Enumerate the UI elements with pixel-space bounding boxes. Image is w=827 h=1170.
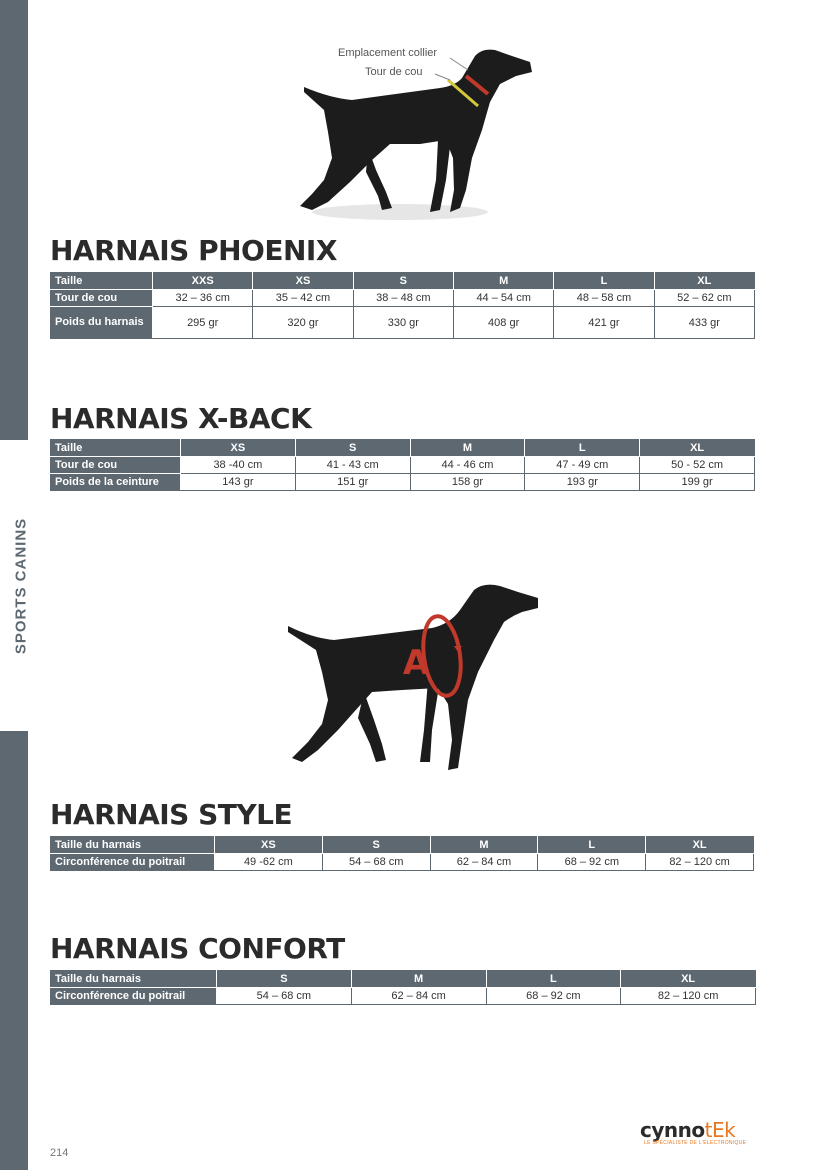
size-cell: XXS (153, 273, 253, 290)
value-cell: 143 gr (181, 474, 296, 491)
chest-badge: A (402, 643, 430, 683)
table-row (51, 290, 755, 307)
value-cell: 68 – 92 cm (486, 988, 621, 1005)
table-row (51, 307, 755, 339)
phoenix-title: HARNAIS PHOENIX (50, 234, 337, 267)
size-cell: XL (654, 273, 754, 290)
value-cell: 158 gr (410, 474, 525, 491)
logo-tagline: LE SPÉCIALISTE DE L'ÉLECTRONIQUE (644, 1140, 747, 1146)
confort-size-table (50, 970, 756, 1005)
value-cell: 62 – 84 cm (351, 988, 486, 1005)
value-cell: 62 – 84 cm (430, 854, 538, 871)
size-cell: XL (646, 837, 754, 854)
value-cell: 48 – 58 cm (554, 290, 654, 307)
value-cell: 82 – 120 cm (621, 988, 756, 1005)
header-label: Taille du harnais (51, 971, 217, 988)
value-cell: 38 – 48 cm (353, 290, 453, 307)
value-cell: 68 – 92 cm (538, 854, 646, 871)
table-row (51, 474, 755, 491)
value-cell: 433 gr (654, 307, 754, 339)
size-cell: S (322, 837, 430, 854)
row-label: Tour de cou (51, 457, 181, 474)
style-title: HARNAIS STYLE (50, 798, 293, 831)
value-cell: 54 – 68 cm (217, 988, 352, 1005)
dog-chest-illustration (282, 580, 552, 775)
value-cell: 44 - 46 cm (410, 457, 525, 474)
value-cell: 320 gr (253, 307, 353, 339)
page-number: 214 (50, 1147, 69, 1159)
value-cell: 52 – 62 cm (654, 290, 754, 307)
phoenix-size-table (50, 272, 755, 339)
header-label: Taille (51, 440, 181, 457)
confort-title: HARNAIS CONFORT (50, 932, 345, 965)
value-cell: 50 - 52 cm (640, 457, 755, 474)
size-cell: L (554, 273, 654, 290)
size-cell: XL (640, 440, 755, 457)
value-cell: 32 – 36 cm (153, 290, 253, 307)
value-cell: 44 – 54 cm (453, 290, 553, 307)
size-cell: L (486, 971, 621, 988)
value-cell: 421 gr (554, 307, 654, 339)
row-label: Circonférence du poitrail (51, 854, 215, 871)
row-label: Tour de cou (51, 290, 153, 307)
value-cell: 41 - 43 cm (295, 457, 410, 474)
value-cell: 151 gr (295, 474, 410, 491)
value-cell: 54 – 68 cm (322, 854, 430, 871)
size-cell: L (525, 440, 640, 457)
size-cell: XS (181, 440, 296, 457)
value-cell: 330 gr (353, 307, 453, 339)
logo-main-text: cynno (640, 1118, 705, 1142)
table-row (51, 457, 755, 474)
value-cell: 49 -62 cm (215, 854, 323, 871)
annotation-collar: Emplacement collier (338, 47, 438, 59)
sidebar-bar-top (0, 0, 28, 440)
sidebar-section-label: SPORTS CANINS (12, 517, 30, 655)
logo-accent-text: tEk (704, 1118, 736, 1142)
value-cell: 199 gr (640, 474, 755, 491)
xback-title: HARNAIS X-BACK (50, 402, 312, 435)
dog-collar-illustration (290, 40, 570, 230)
size-cell: XS (215, 837, 323, 854)
row-label: Poids du harnais (51, 307, 153, 339)
size-cell: S (295, 440, 410, 457)
header-label: Taille du harnais (51, 837, 215, 854)
table-row (51, 988, 756, 1005)
size-cell: M (351, 971, 486, 988)
annotation-neck: Tour de cou (365, 66, 423, 78)
value-cell: 35 – 42 cm (253, 290, 353, 307)
size-cell: M (430, 837, 538, 854)
row-label: Circonférence du poitrail (51, 988, 217, 1005)
size-cell: XS (253, 273, 353, 290)
xback-size-table (50, 439, 755, 491)
value-cell: 295 gr (153, 307, 253, 339)
size-cell: S (217, 971, 352, 988)
value-cell: 47 - 49 cm (525, 457, 640, 474)
value-cell: 408 gr (453, 307, 553, 339)
table-row (51, 854, 754, 871)
brand-logo (640, 1118, 746, 1146)
style-size-table (50, 836, 754, 871)
value-cell: 38 -40 cm (181, 457, 296, 474)
size-cell: XL (621, 971, 756, 988)
size-cell: S (353, 273, 453, 290)
header-label: Taille (51, 273, 153, 290)
row-label: Poids de la ceinture (51, 474, 181, 491)
sidebar-bar-bottom (0, 731, 28, 1170)
size-cell: L (538, 837, 646, 854)
value-cell: 193 gr (525, 474, 640, 491)
value-cell: 82 – 120 cm (646, 854, 754, 871)
size-cell: M (453, 273, 553, 290)
size-cell: M (410, 440, 525, 457)
